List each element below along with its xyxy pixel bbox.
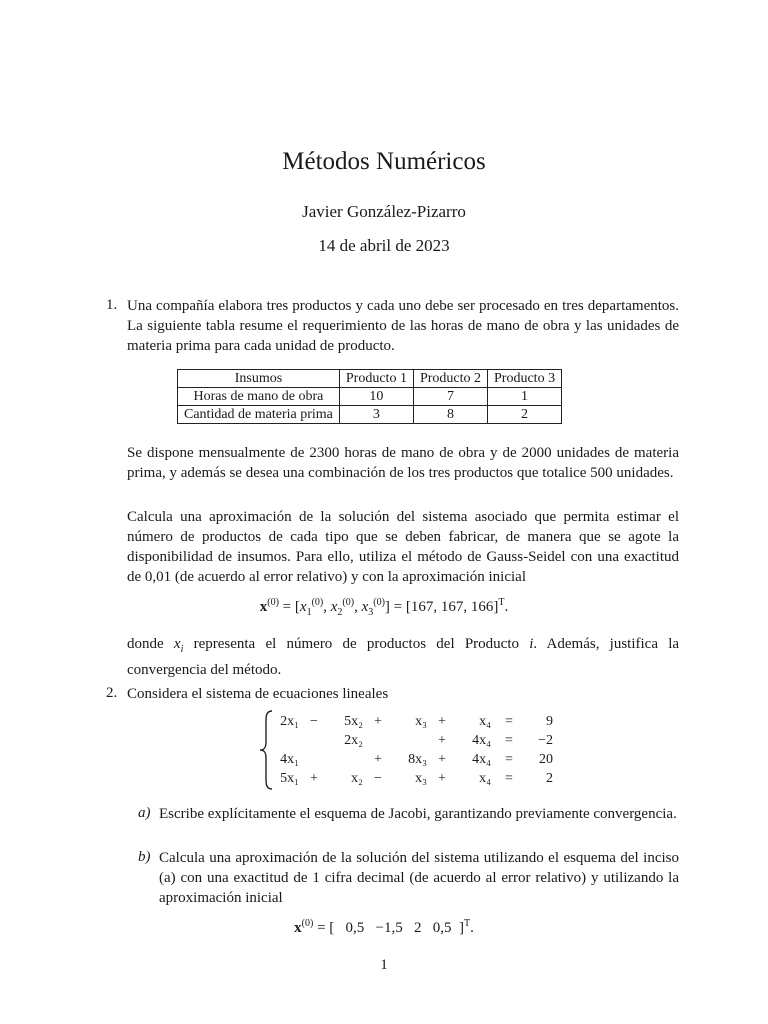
term: x₂ bbox=[351, 770, 363, 786]
vector-entry: 2 bbox=[414, 920, 422, 936]
operator bbox=[366, 731, 390, 750]
equals-sign: = bbox=[505, 713, 513, 729]
table-header-row bbox=[178, 370, 562, 388]
table-header-cell: Insumos bbox=[178, 370, 340, 388]
problem-2-intro: Considera el sistema de ecuaciones lineales bbox=[127, 686, 389, 702]
note-part-a: donde bbox=[127, 636, 164, 652]
problem-1-note: donde $x_i$ representa el número de productos del Producto i. Además, justifica la convergencia del método. bbox=[127, 636, 680, 678]
operator: − bbox=[310, 713, 318, 729]
initial-approximation-formula: $x^{(0)} = [x_1^{(0)}$, $x_2^{(0)}$, $x_3^{(0)}] = [167$, 167, 166]$^T$. bbox=[259, 597, 509, 618]
rhs-value: 20 bbox=[539, 751, 553, 767]
term bbox=[390, 731, 430, 750]
operator bbox=[302, 731, 326, 750]
vector-entry: 0,5 bbox=[432, 920, 452, 936]
page-number: 1 bbox=[380, 957, 388, 973]
equation-row bbox=[262, 712, 556, 731]
term: x₄ bbox=[479, 713, 491, 729]
equals-sign: = bbox=[505, 770, 513, 786]
operator: + bbox=[374, 713, 382, 729]
equation-row bbox=[262, 769, 556, 788]
table-cell: 7 bbox=[413, 388, 487, 406]
problem-1-task: Calcula una aproximación de la solución del sistema asociado que permita estimar el número de productos de cada tipo que se deben fabricar, de manera que se agote la disponibilidad de insumos. Para ello, utiliza el método de Gauss-Seidel con una exactitud de 0,01 (de acuerdo al error relativo) y con la aproximación inicial bbox=[127, 509, 679, 585]
table-cell: Cantidad de materia prima bbox=[178, 406, 340, 424]
term: x₃ bbox=[415, 770, 427, 786]
table-row bbox=[178, 406, 562, 424]
term: 4x₁ bbox=[280, 751, 299, 767]
term: 5x₁ bbox=[280, 770, 299, 786]
note-part-c: . Además, justifica la convergencia del método. bbox=[127, 636, 680, 678]
document-author: Javier González-Pizarro bbox=[302, 202, 466, 221]
term: 4x₄ bbox=[472, 751, 491, 767]
term: 4x₄ bbox=[472, 732, 491, 748]
part-a-label: a) bbox=[138, 805, 151, 821]
operator: + bbox=[438, 751, 446, 767]
document-date: 14 de abril de 2023 bbox=[318, 236, 450, 255]
term: 5x₂ bbox=[344, 713, 363, 729]
operator: + bbox=[438, 713, 446, 729]
rhs-value: −2 bbox=[538, 732, 553, 748]
operator: + bbox=[438, 770, 446, 786]
term: x₃ bbox=[415, 713, 427, 729]
equals-sign: = bbox=[505, 732, 513, 748]
equation-row bbox=[262, 731, 556, 750]
table-cell: 1 bbox=[488, 388, 562, 406]
operator: + bbox=[438, 732, 446, 748]
part-b-label: b) bbox=[138, 849, 151, 865]
equals-sign: = bbox=[505, 751, 513, 767]
operator: + bbox=[310, 770, 318, 786]
rhs-value: 9 bbox=[546, 713, 553, 729]
table-cell: 3 bbox=[339, 406, 413, 424]
table-cell: 10 bbox=[339, 388, 413, 406]
table-cell: 2 bbox=[488, 406, 562, 424]
term bbox=[262, 731, 302, 750]
part-a-text: Escribe explícitamente el esquema de Jacobi, garantizando previamente convergencia. bbox=[159, 806, 677, 822]
problem-1-intro: Una compañía elabora tres productos y cada uno debe ser procesado en tres departamentos. La siguiente tabla resume el requerimiento de las horas de mano de obra y las unidades de materia prima para cada unidad de producto. bbox=[127, 298, 679, 354]
term: 8x₃ bbox=[408, 751, 427, 767]
equation-row bbox=[262, 750, 556, 769]
problem-2-number: 2. bbox=[106, 685, 118, 701]
term bbox=[326, 750, 366, 769]
table-header-cell: Producto 2 bbox=[413, 370, 487, 388]
table-row bbox=[178, 388, 562, 406]
problem-1-supply: Se dispone mensualmente de 2300 horas de mano de obra y de 2000 unidades de materia prima, y además se desea una combinación de los tres productos que totalice 500 unidades. bbox=[127, 445, 679, 481]
vector-entry: 0,5 bbox=[345, 920, 365, 936]
problem-1-number: 1. bbox=[106, 297, 118, 313]
table-cell: Horas de mano de obra bbox=[178, 388, 340, 406]
requirements-table bbox=[177, 369, 562, 424]
note-part-b: representa el número de productos del Producto bbox=[193, 636, 519, 652]
rhs-value: 2 bbox=[546, 770, 553, 786]
document-title: Métodos Numéricos bbox=[282, 148, 486, 175]
operator bbox=[302, 750, 326, 769]
part-b-text: Calcula una aproximación de la solución del sistema utilizando el esquema del inciso (a) con una exactitud de 1 cifra decimal (de acuerdo al error relativo) y utilizando la aproximación inicial bbox=[159, 850, 679, 906]
table-header-cell: Producto 1 bbox=[339, 370, 413, 388]
term: 2x₂ bbox=[344, 732, 363, 748]
table-header-cell: Producto 3 bbox=[488, 370, 562, 388]
initial-vector-formula: $x^{(0)}$ = [ 0,5 −1,5 2 0,5 ]$^T$. bbox=[294, 918, 474, 936]
linear-system bbox=[262, 712, 556, 788]
table-cell: 8 bbox=[413, 406, 487, 424]
term: x₄ bbox=[479, 770, 491, 786]
term: 2x₁ bbox=[280, 713, 299, 729]
initial-values: = [167, 167, 166] bbox=[393, 599, 499, 615]
vector-entry: −1,5 bbox=[375, 920, 403, 936]
operator: − bbox=[374, 770, 382, 786]
operator: + bbox=[374, 751, 382, 767]
